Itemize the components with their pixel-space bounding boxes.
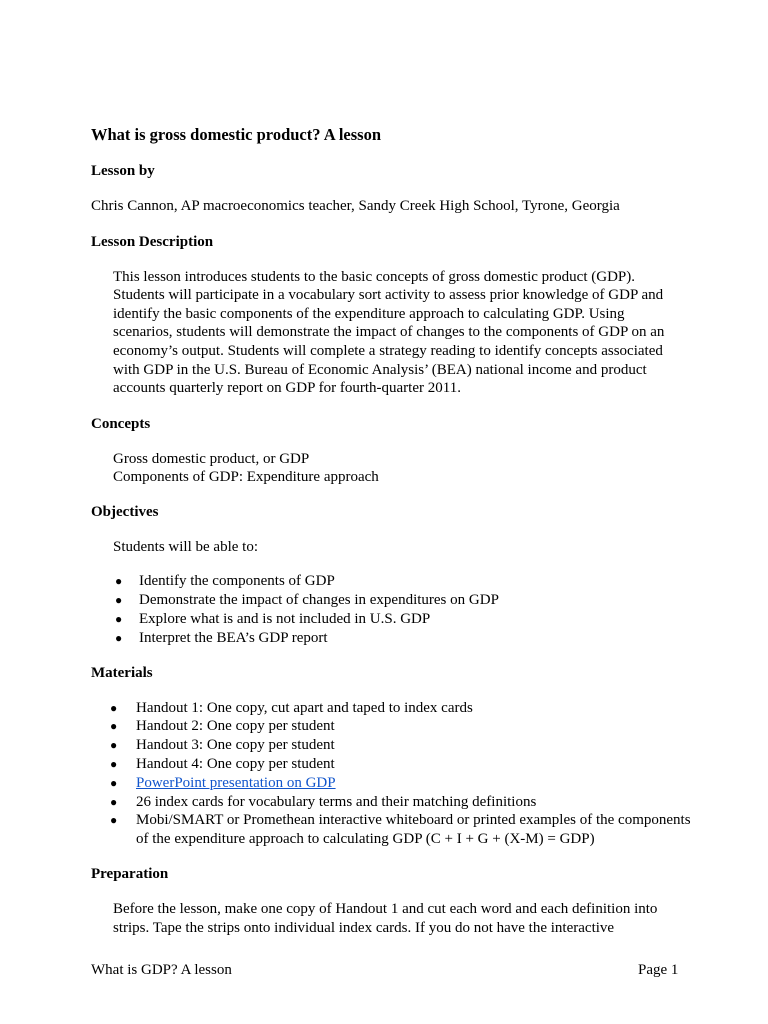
objectives-intro: Students will be able to: [113,538,258,555]
lesson-by-heading: Lesson by [91,163,155,179]
objectives-list [91,572,691,647]
list-item: ● 26 index cards for vocabulary terms and their matching definitions [110,793,537,810]
materials-heading: Materials [91,664,153,681]
lesson-description-heading: Lesson Description [91,233,214,250]
preparation-text: Before the lesson, make one copy of Handout 1 and cut each word and each definition into strips. Tape the strips onto individual index cards. If you do not have the interactive [113,900,658,936]
list-item: ● Identify the components of GDP [115,573,335,590]
concepts-list [91,450,691,486]
list-item: ● Interpret the BEA’s GDP report [115,629,328,646]
list-item [91,774,691,793]
footer-title: What is GDP? A lesson [91,962,232,978]
bullet-icon: ● [115,611,123,626]
bullet-icon: ● [110,813,118,828]
list-item: ● Handout 1: One copy, cut apart and taped to index cards [110,699,473,716]
bullet-icon: ● [110,719,118,734]
list-item: ● Handout 3: One copy per student [110,737,335,754]
objectives-heading: Objectives [91,503,159,520]
powerpoint-link[interactable]: PowerPoint presentation on GDP [136,774,336,791]
materials-list [91,699,691,849]
document-title: What is gross domestic product? A lesson [91,125,382,144]
list-item: ● Mobi/SMART or Promethean interactive whiteboard or printed examples of the components of the expenditure approach to calculating GDP (C + I + G + (X-M) = GDP) [110,812,691,848]
concepts-heading: Concepts [91,415,151,432]
concept-item: Components of GDP: Expenditure approach [113,468,379,485]
document-body [91,125,691,937]
concept-item: Gross domestic product, or GDP [113,450,310,467]
bullet-icon: ● [110,794,118,809]
bullet-icon: ● [110,700,118,715]
list-item: ● Handout 4: One copy per student [110,755,335,772]
lesson-author: Chris Cannon, AP macroeconomics teacher, Sandy Creek High School, Tyrone, Georgia [91,198,620,214]
list-item: ● Demonstrate the impact of changes in expenditures on GDP [115,592,499,609]
bullet-icon: ● [115,593,123,608]
bullet-icon: ● [115,574,123,589]
preparation-heading: Preparation [91,865,169,882]
page-number: Page 1 [638,962,679,978]
bullet-icon: ● [115,630,123,645]
bullet-icon: ● [110,775,118,790]
bullet-icon: ● [110,738,118,753]
list-item: ● Explore what is and is not included in U.S. GDP [115,610,431,627]
bullet-icon: ● [110,756,118,771]
list-item: ● Handout 2: One copy per student [110,718,335,735]
lesson-description-text: This lesson introduces students to the basic concepts of gross domestic product (GDP). Students will participate in a vocabulary sort activity to assess prior knowledge of GDP and identify the basic components of the expenditure approach to calculating GDP. Using scenarios, students will demonstrate the impact of changes to the components of GDP on an economy’s output. Students will complete a strategy reading to identify concepts associated with GDP in the U.S. Bureau of Economic Analysis’ (BEA) national income and product accounts quarterly report on GDP for fourth-quarter 2011. [113,268,665,397]
